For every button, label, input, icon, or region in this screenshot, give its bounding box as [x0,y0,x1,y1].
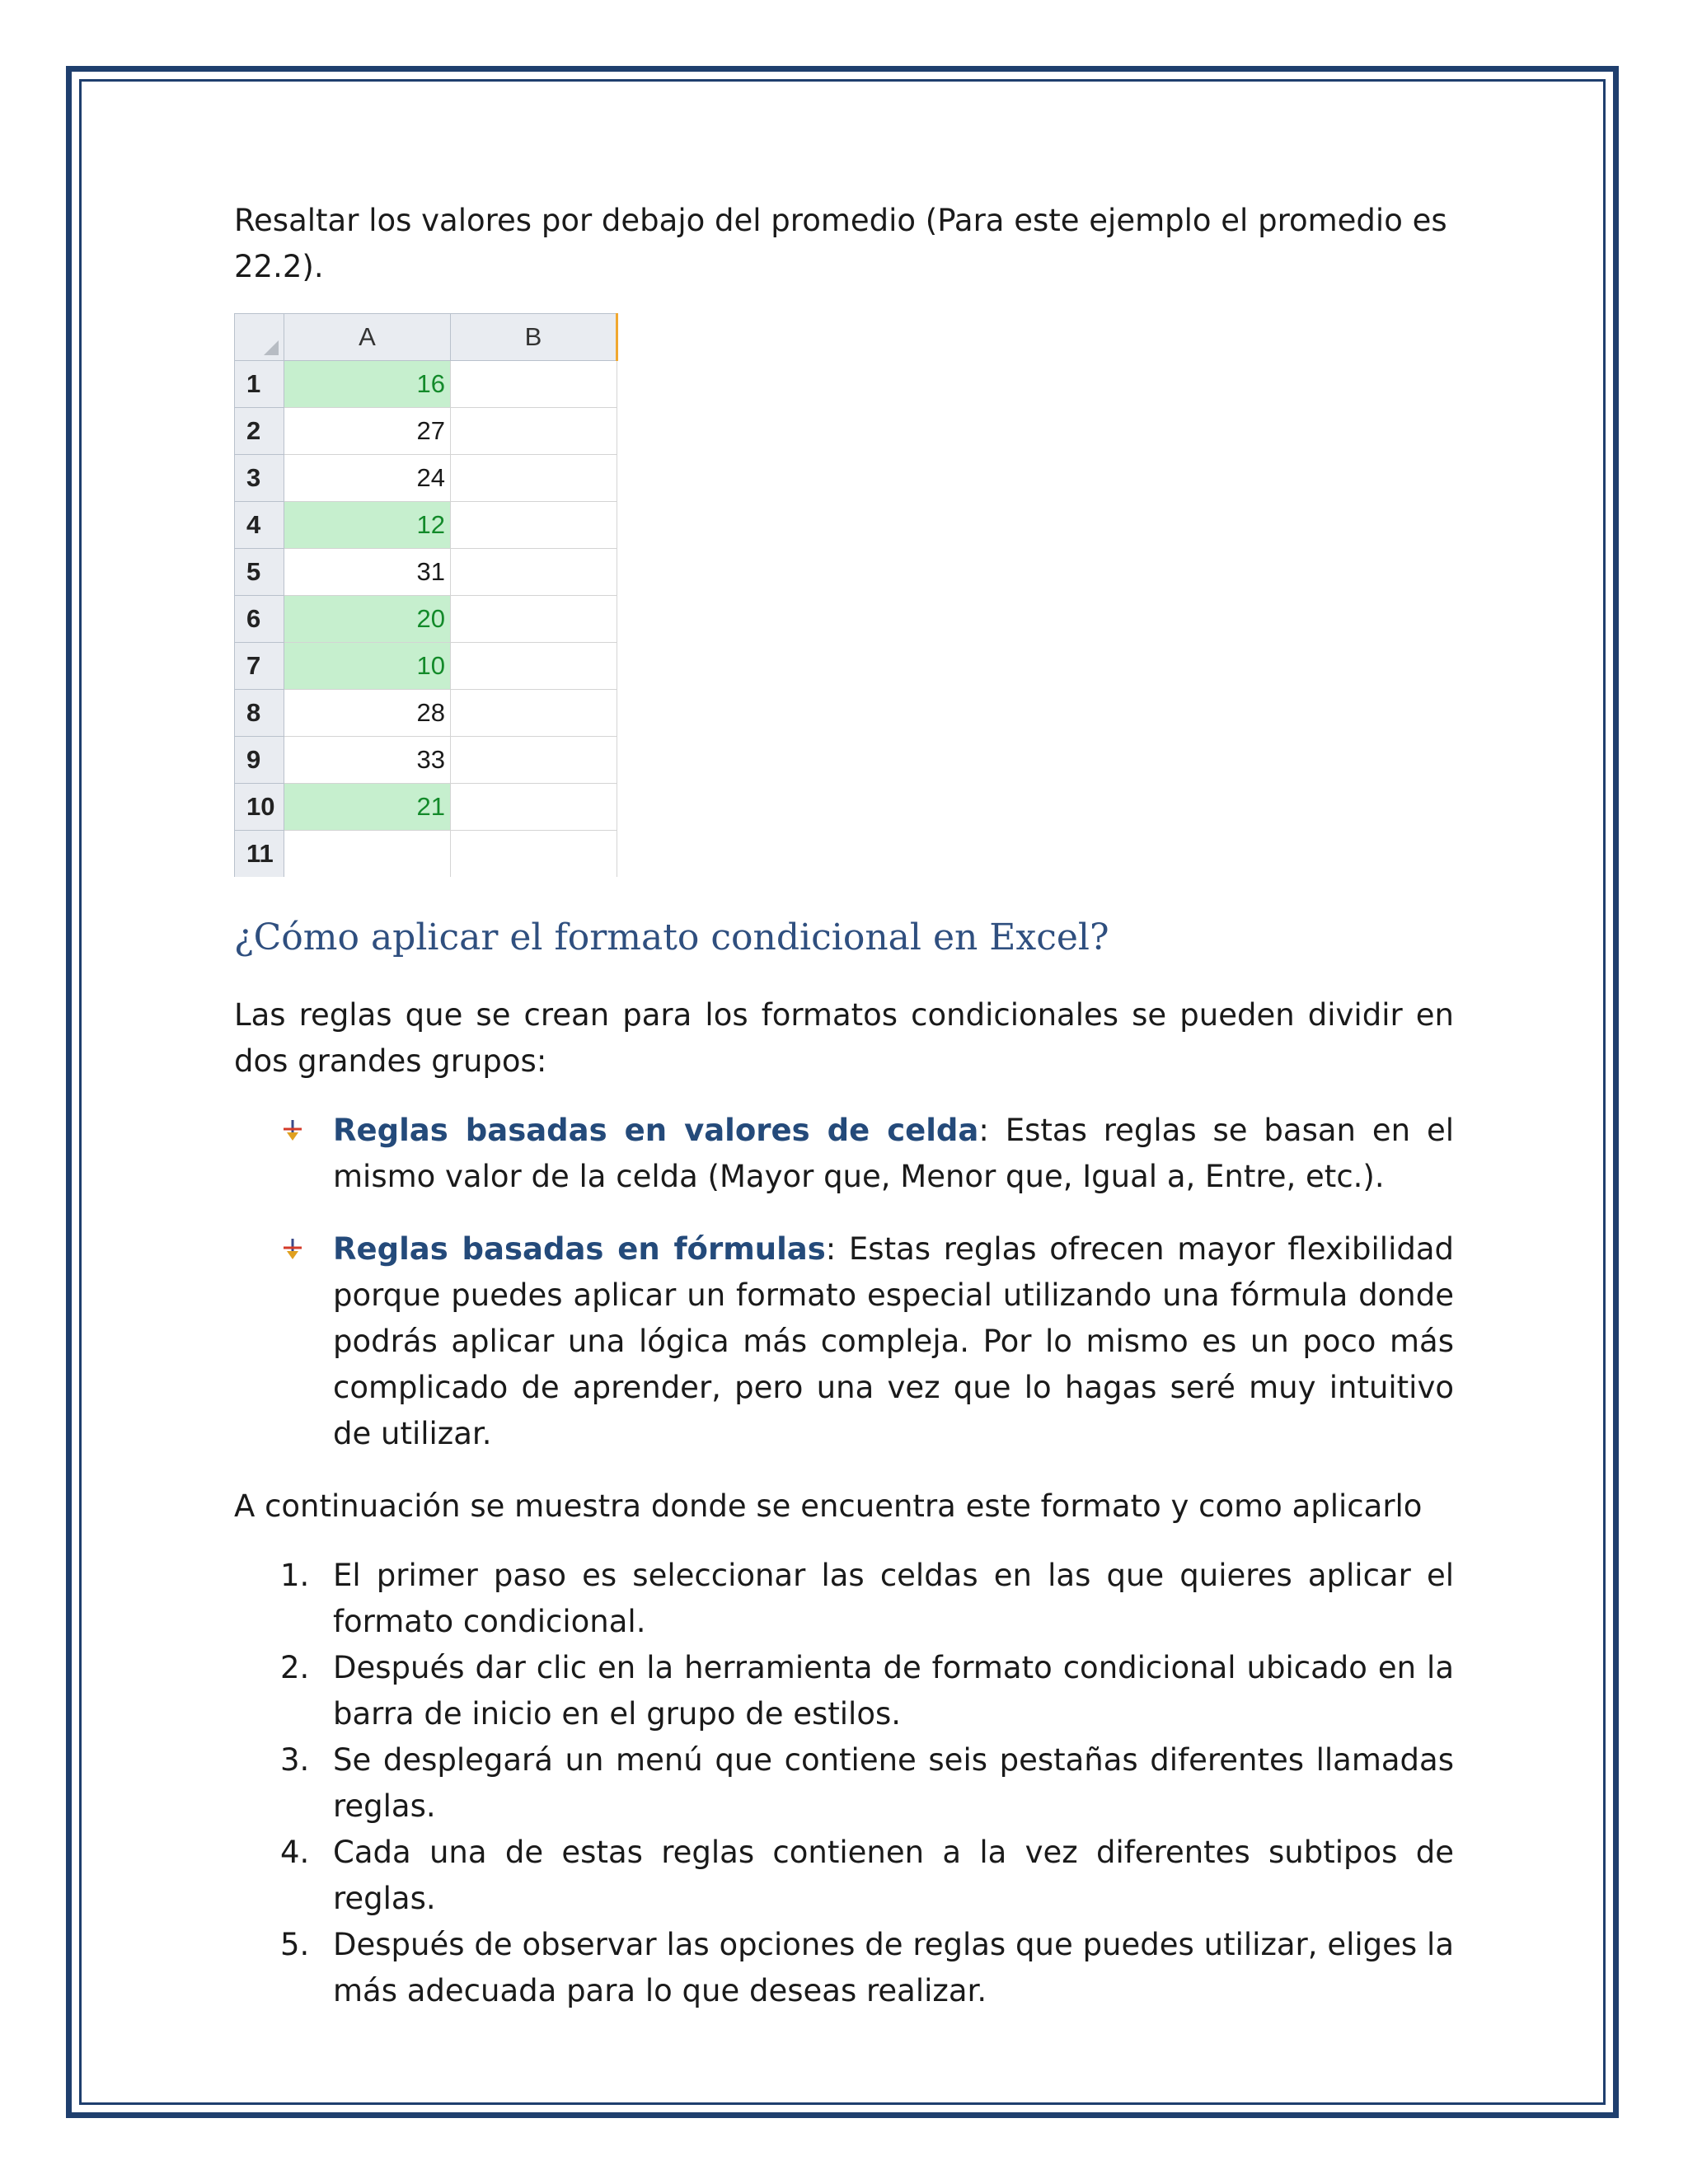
table-row [235,784,617,831]
column-header-row [235,314,617,361]
rule-term: Reglas basadas en fórmulas [333,1231,826,1267]
cell-b[interactable] [451,408,617,455]
term-separator: : [978,1113,989,1148]
spreadsheet-example [234,313,618,877]
cell-b[interactable] [451,784,617,831]
table-row [235,831,617,878]
row-header[interactable]: 10 [235,784,284,831]
step-number: 5. [280,1927,310,1962]
cell-b[interactable] [451,549,617,596]
row-header[interactable]: 8 [235,690,284,737]
document-body [234,198,1454,2014]
cell-a[interactable]: 10 [284,643,451,690]
rule-description: Estas reglas ofrecen mayor flexibilidad porque puedes aplicar un formato especial utilizando una fórmula donde podrás aplicar una lógica más compleja. Por lo mismo es un poco más complicado de aprender, pero una vez que lo hagas seré muy intuitivo de utilizar. [333,1231,1454,1451]
cell-b[interactable] [451,737,617,784]
cell-a[interactable]: 21 [284,784,451,831]
step-text: Después de observar las opciones de reglas que puedes utilizar, eliges la más adecuada para lo que deseas realizar. [333,1927,1454,2008]
rule-term: Reglas basadas en valores de celda [333,1113,979,1148]
step-text: Cada una de estas reglas contienen a la vez diferentes subtipos de reglas. [333,1835,1454,1916]
step-item [234,1830,1454,1922]
row-header[interactable]: 6 [235,596,284,643]
step-text: Después dar clic en la herramienta de formato condicional ubicado en la barra de inicio en el grupo de estilos. [333,1650,1454,1732]
step-text: El primer paso es seleccionar las celdas en las que quieres aplicar el formato condicional. [333,1558,1454,1639]
table-row [235,361,617,408]
step-number: 2. [280,1650,310,1685]
cell-a[interactable]: 28 [284,690,451,737]
table-row [235,549,617,596]
term-separator: : [825,1231,837,1267]
step-number: 1. [280,1558,310,1593]
arrow-down-icon [280,1118,305,1142]
cell-b[interactable] [451,455,617,502]
table-row [235,643,617,690]
paragraph-how-to: A continuación se muestra donde se encuentra este formato y como aplicarlo [234,1488,1423,1524]
step-item [234,1553,1454,1645]
table-row [235,690,617,737]
cell-a[interactable]: 33 [284,737,451,784]
list-item [234,1226,1454,1457]
paragraph-rule-groups: Las reglas que se crean para los formatos condicionales se pueden dividir en dos grandes grupos: [234,997,1454,1079]
column-header-b[interactable]: B [451,314,617,361]
row-header[interactable]: 11 [235,831,284,878]
cell-b[interactable] [451,643,617,690]
step-item [234,1645,1454,1737]
step-number: 4. [280,1835,310,1870]
rule-types-list [234,1108,1454,1457]
step-number: 3. [280,1742,310,1778]
step-item [234,1922,1454,2014]
cell-a[interactable]: 24 [284,455,451,502]
table-row [235,502,617,549]
cell-b[interactable] [451,361,617,408]
arrow-down-icon [280,1236,305,1261]
row-header[interactable]: 7 [235,643,284,690]
table-row [235,737,617,784]
cell-a[interactable]: 31 [284,549,451,596]
step-item [234,1737,1454,1830]
cell-b[interactable] [451,596,617,643]
row-header[interactable]: 4 [235,502,284,549]
row-header[interactable]: 2 [235,408,284,455]
rule-description: Estas reglas se basan en el mismo valor de la celda (Mayor que, Menor que, Igual a, Entre, etc.). [333,1113,1454,1194]
cell-a[interactable]: 16 [284,361,451,408]
spreadsheet-rows [235,361,617,878]
row-header[interactable]: 3 [235,455,284,502]
cell-b[interactable] [451,502,617,549]
step-text: Se desplegará un menú que contiene seis pestañas diferentes llamadas reglas. [333,1742,1454,1824]
cell-a[interactable] [284,831,451,878]
section-heading: ¿Cómo aplicar el formato condicional en Excel? [234,916,1109,958]
intro-text: Resaltar los valores por debajo del promedio (Para este ejemplo el promedio es 22.2). [234,203,1447,284]
column-header-a[interactable]: A [284,314,451,361]
cell-a[interactable]: 20 [284,596,451,643]
select-all-corner[interactable] [235,314,284,361]
row-header[interactable]: 9 [235,737,284,784]
table-row [235,596,617,643]
cell-b[interactable] [451,690,617,737]
table-row [235,408,617,455]
list-item [234,1108,1454,1200]
steps-list [234,1553,1454,2014]
row-header[interactable]: 5 [235,549,284,596]
row-header[interactable]: 1 [235,361,284,408]
table-row [235,455,617,502]
cell-b[interactable] [451,831,617,878]
cell-a[interactable]: 12 [284,502,451,549]
cell-a[interactable]: 27 [284,408,451,455]
